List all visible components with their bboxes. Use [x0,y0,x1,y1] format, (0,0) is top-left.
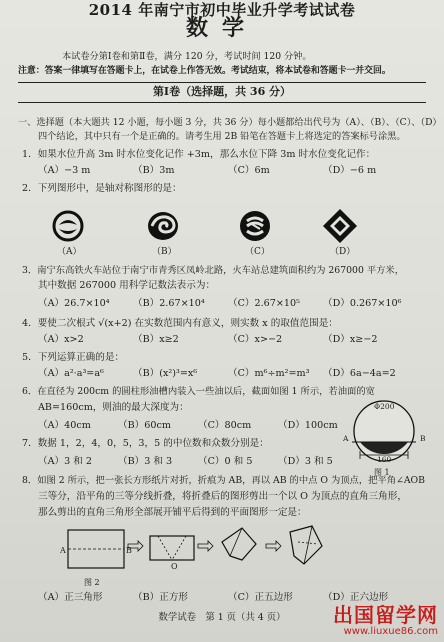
q8-stem-2: 三等分，沿平角的三等分线折叠，将折叠后的图形剪出一个以 O 为顶点的直角三角形， [38,491,407,502]
q3-option-a: （A）26.7×10⁴ [38,298,110,309]
q3-option-b: （B）2.67×10⁴ [133,298,205,309]
figure-2-point-o: O [171,562,178,571]
q4-stem: 4．要使二次根式 √(x+2) 在实数范围内有意义，则实数 x 的取值范围是： [22,318,338,329]
figure-2-point-b: B [126,546,132,555]
q3-option-d: （D）0.267×10⁶ [323,298,402,309]
q6-stem-2: AB=160cm，则油的最大深度为： [38,402,189,413]
figure-1-width-label: 160 [377,455,392,464]
q2-option-b: （B） [152,247,177,257]
q1-stem: 1．如果水位升高 3m 时水位变化记作 +3m，那么水位下降 3m 时水位变化记作： [22,149,376,160]
q8-stem-1: 8．如图 2 所示，把一张长方形纸片对折，折痕为 AB，再以 AB 的中点 O 为顶点，把平角∠AOB [22,475,425,486]
watermark-url: www.liuxue86.com [343,626,438,637]
q2-figure-a-icon [52,210,84,242]
q6-option-b: （B）60cm [118,420,171,431]
q3-stem-1: 3．南宁东高铁火车站位于南宁市青秀区凤岭北路，火车站总建筑面积约为 267000 平方米， [22,265,405,276]
section-title: 第Ⅰ卷（选择题，共 36 分） [152,85,292,98]
exam-info: 本试卷分第Ⅰ卷和第Ⅱ卷，满分 120 分，考试时间 120 分钟。 [62,51,312,62]
site-watermark [333,604,438,638]
figure-2-point-a: A [60,546,66,555]
q3-option-c: （C）2.67×10⁵ [228,298,300,309]
q2-option-c: （C） [245,247,270,257]
figure-1-point-a: A [343,434,349,443]
q8-option-d: （D）正六边形 [323,592,389,603]
intro-line-1: 一、选择题（本大题共 12 小题，每小题 3 分，共 36 分）每小题都给出代号为（A）、（B）、（C）、（D） [18,117,442,128]
q7-option-d: （D）3 和 5 [278,456,333,467]
q1-option-c: （C）6m [228,165,270,176]
q2-figure-b-icon [146,210,180,242]
q4-option-c: （C）x>−2 [228,334,283,345]
q1-option-b: （B）3m [133,165,175,176]
q5-option-c: （C）m⁶÷m²=m³ [228,368,310,379]
q3-stem-2: 其中数据 267000 用科学记数法表示为： [38,280,216,291]
figure-1-diameter-label: Φ200 [374,402,395,411]
q7-option-a: （A）3 和 2 [38,456,93,467]
page-footer: 数学试卷 第 1 页（共 4 页） [158,612,286,623]
q2-figure-c-icon [238,209,272,243]
q6-option-c: （C）80cm [198,420,252,431]
subject-title: 数学 [185,15,258,41]
section-divider-top [18,82,426,83]
exam-title: 2014 年南宁市初中毕业升学考试试卷 [88,1,356,19]
q1-option-d: （D）−6 m [323,165,377,176]
q2-option-a: （A） [57,247,82,257]
q4-option-b: （B）x≥2 [133,334,179,345]
q6-option-a: （A）40cm [38,420,91,431]
exam-notice: 注意：答案一律填写在答题卡上，在试卷上作答无效。考试结束，将本试卷和答题卡一并交回。 [18,66,391,76]
q7-option-b: （B）3 和 3 [118,456,173,467]
figure-2-folding-steps [66,522,366,582]
section-divider-bottom [18,102,426,103]
q8-option-c: （C）正五边形 [228,592,293,603]
q7-option-c: （C）0 和 5 [198,456,253,467]
q4-option-d: （D）x≥−2 [323,334,378,345]
q8-option-a: （A）正三角形 [38,592,103,603]
q5-option-b: （B）(x²)³=x⁶ [133,368,198,379]
intro-line-2: 四个结论，其中只有一个是正确的。请考生用 2B 铅笔在答题卡上将选定的答案标号涂黑。 [38,131,406,142]
q8-option-b: （B）正方形 [133,592,189,603]
figure-1-caption: 图 1 [374,468,390,477]
q6-option-d: （D）100cm [278,420,338,431]
figure-1-point-b: B [420,434,426,443]
q1-option-a: （A）−3 m [38,165,91,176]
q2-figure-d-icon [322,208,358,244]
q5-option-a: （A）a²·a³=a⁶ [38,368,104,379]
q7-stem: 7．数据 1，2，4，0，5，3，5 的中位数和众数分别是： [22,438,269,449]
figure-2-caption: 图 2 [84,578,100,587]
q5-option-d: （D）6a−4a=2 [323,368,396,379]
q2-option-d: （D） [330,247,356,257]
q5-stem: 5．下列运算正确的是： [22,352,125,363]
q6-stem-1: 6．在直径为 200cm 的圆柱形油槽内装入一些油以后，截面如图 1 所示，若油面的宽 [22,386,375,397]
watermark-brand: 出国留学网 [333,603,438,627]
q2-stem: 2．下列图形中，是轴对称图形的是： [22,183,182,194]
q4-option-a: （A）x>2 [38,334,84,345]
q8-stem-3: 那么剪出的直角三角形全部展开铺平后得到的平面图形一定是： [38,507,307,518]
